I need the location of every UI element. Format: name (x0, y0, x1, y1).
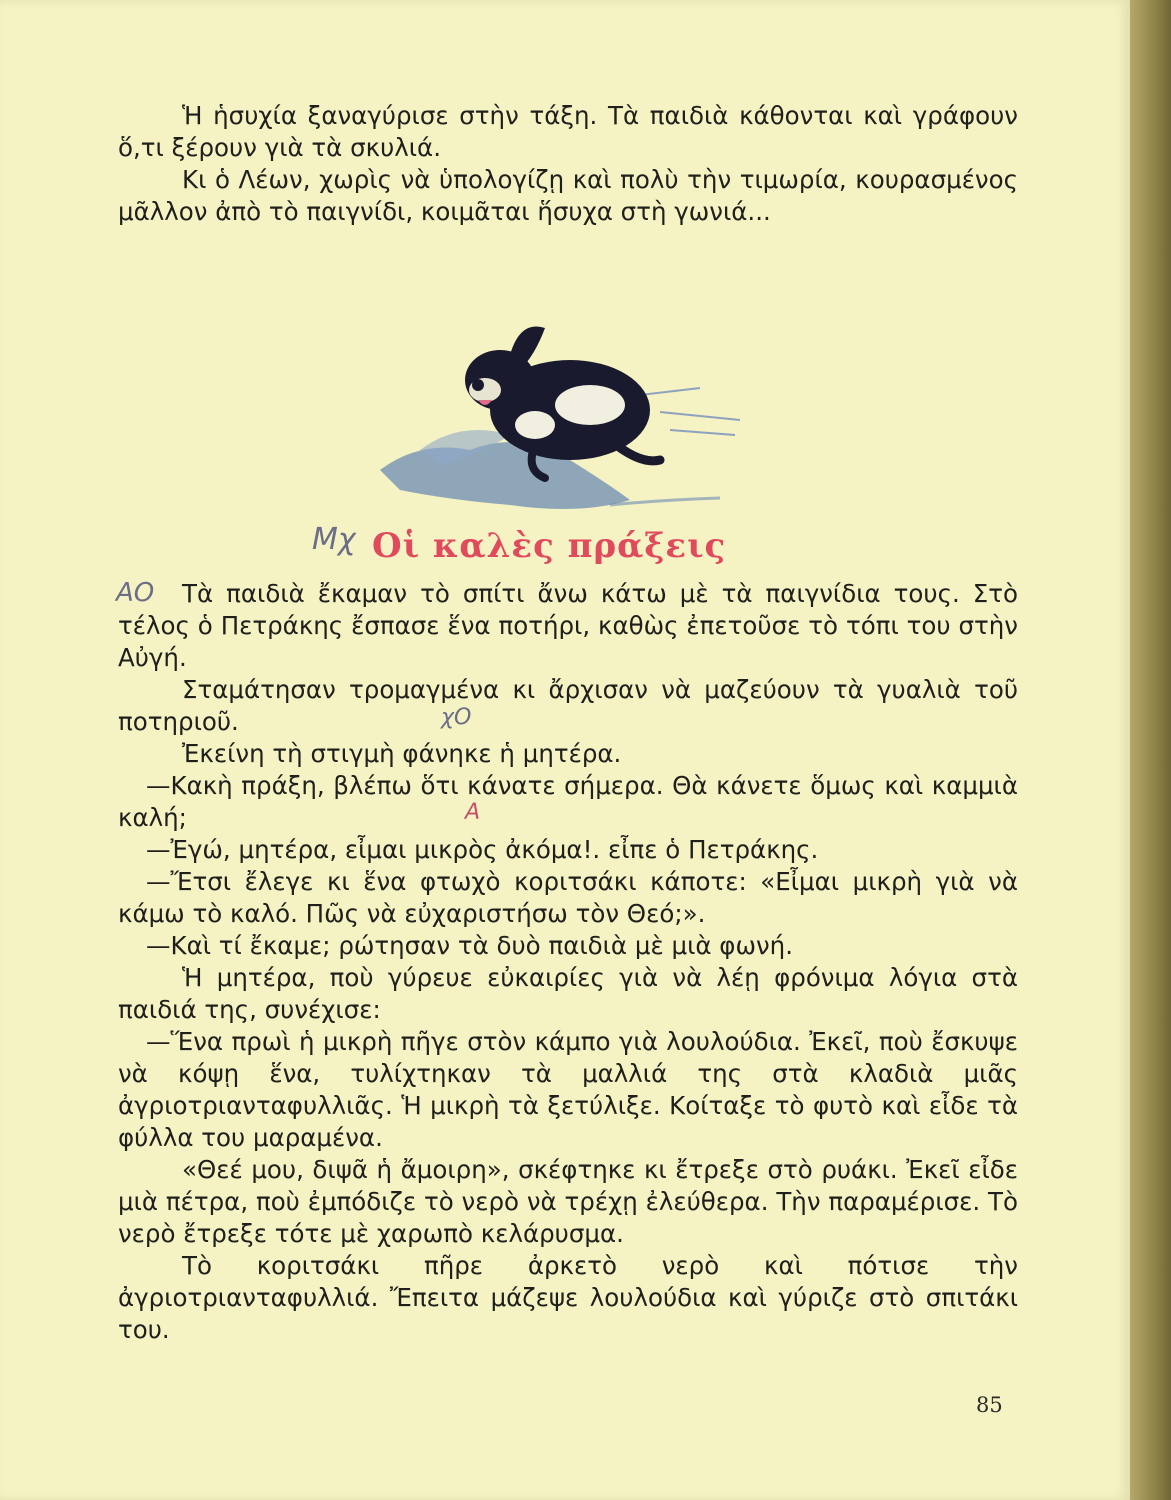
paragraph: Τὸ κοριτσάκι πῆρε ἀρκετὸ νερὸ καὶ πότισε τὴν ἀγριοτριανταφυλλιά. Ἔπειτα μάζεψε λουλούδια καὶ γύριζε στὸ σπιτάκι του. (118, 1251, 1018, 1344)
paragraph: «Θεέ μου, διψᾶ ἡ ἄμοιρη», σκέφτηκε κι ἔτρεξε στὸ ρυάκι. Ἐκεῖ εἶδε μιὰ πέτρα, ποὺ ἐμπόδιζε τὸ νερὸ νὰ τρέχῃ ἐλεύθερα. Τὴν παραμέρισε. Τὸ νερὸ ἔτρεξε τότε μὲ χαρωπὸ κελάρυσμα. (118, 1155, 1018, 1248)
handwritten-mark: ΑΟ (116, 578, 155, 608)
paragraph: Κι ὁ Λέων, χωρὶς νὰ ὑπολογίζῃ καὶ πολὺ τὴν τιμωρία, κουρασμένος μᾶλλον ἀπὸ τὸ παιγνίδι, κοιμᾶται ἥσυχα στὴ γωνιά... (118, 165, 1018, 226)
paragraph: Ἡ μητέρα, ποὺ γύρευε εὐκαιρίες γιὰ νὰ λέῃ φρόνιμα λόγια στὰ παιδιά της, συνέχισε: (118, 963, 1018, 1024)
handwritten-mark: χΟ (441, 705, 472, 730)
running-dog-illustration (360, 300, 780, 530)
paragraph: Ἐκείνη τὴ στιγμὴ φάνηκε ἡ μητέρα. (182, 739, 622, 768)
text-block-main (118, 578, 1018, 1346)
paragraph: —Ἐγώ, μητέρα, εἶμαι μικρὸς ἀκόμα!. εἶπε ὁ Πετράκης. (146, 835, 819, 864)
paragraph: Σταμάτησαν τρομαγμένα κι ἄρχισαν νὰ μαζεύουν τὰ γυαλιὰ τοῦ ποτηριοῦ. (118, 675, 1018, 736)
handwritten-mark: Μχ (312, 522, 356, 557)
paragraph: —Κακὴ πράξη, βλέπω ὅτι κάνατε σήμερα. Θὰ κάνετε ὅμως καὶ καμμιὰ καλή; (118, 771, 1018, 832)
paragraph: —Ἕνα πρωὶ ἡ μικρὴ πῆγε στὸν κάμπο γιὰ λουλούδια. Ἐκεῖ, ποὺ ἔσκυψε νὰ κόψῃ ἕνα, τυλίχτηκαν τὰ μαλλιά της στὰ κλαδιὰ μιᾶς ἀγριοτριανταφυλλιᾶς. Ἡ μικρὴ τὰ ξετύλιξε. Κοίταξε τὸ φυτὸ καὶ εἶδε τὰ φύλλα του μαραμένα. (118, 1027, 1018, 1152)
page-number: 85 (976, 1393, 1003, 1417)
book-spine (1130, 0, 1171, 1500)
handwritten-mark: Α (465, 800, 481, 825)
section-title: Οἱ καλὲς πράξεις (372, 526, 727, 566)
speed-lines (640, 388, 740, 435)
paragraph: Ἡ ἡσυχία ξαναγύρισε στὴν τάξη. Τὰ παιδιὰ κάθονται καὶ γράφουν ὅ,τι ξέρουν γιὰ τὰ σκυλιά. (118, 101, 1018, 162)
paragraph: Τὰ παιδιὰ ἔκαμαν τὸ σπίτι ἄνω κάτω μὲ τὰ παιγνίδια τους. Στὸ τέλος ὁ Πετράκης ἔσπασε ἕνα ποτήρι, καθὼς ἐπετοῦσε τὸ τόπι του στὴν Αὐγή. (118, 579, 1018, 672)
paragraph: —Καὶ τί ἔκαμε; ρώτησαν τὰ δυὸ παιδιὰ μὲ μιὰ φωνή. (146, 931, 793, 960)
paragraph: —Ἔτσι ἔλεγε κι ἕνα φτωχὸ κοριτσάκι κάποτε: «Εἶμαι μικρὴ γιὰ νὰ κάμω τὸ καλό. Πῶς νὰ εὐχαριστήσω τὸν Θεό;». (118, 867, 1018, 928)
text-block-top (118, 100, 1018, 228)
